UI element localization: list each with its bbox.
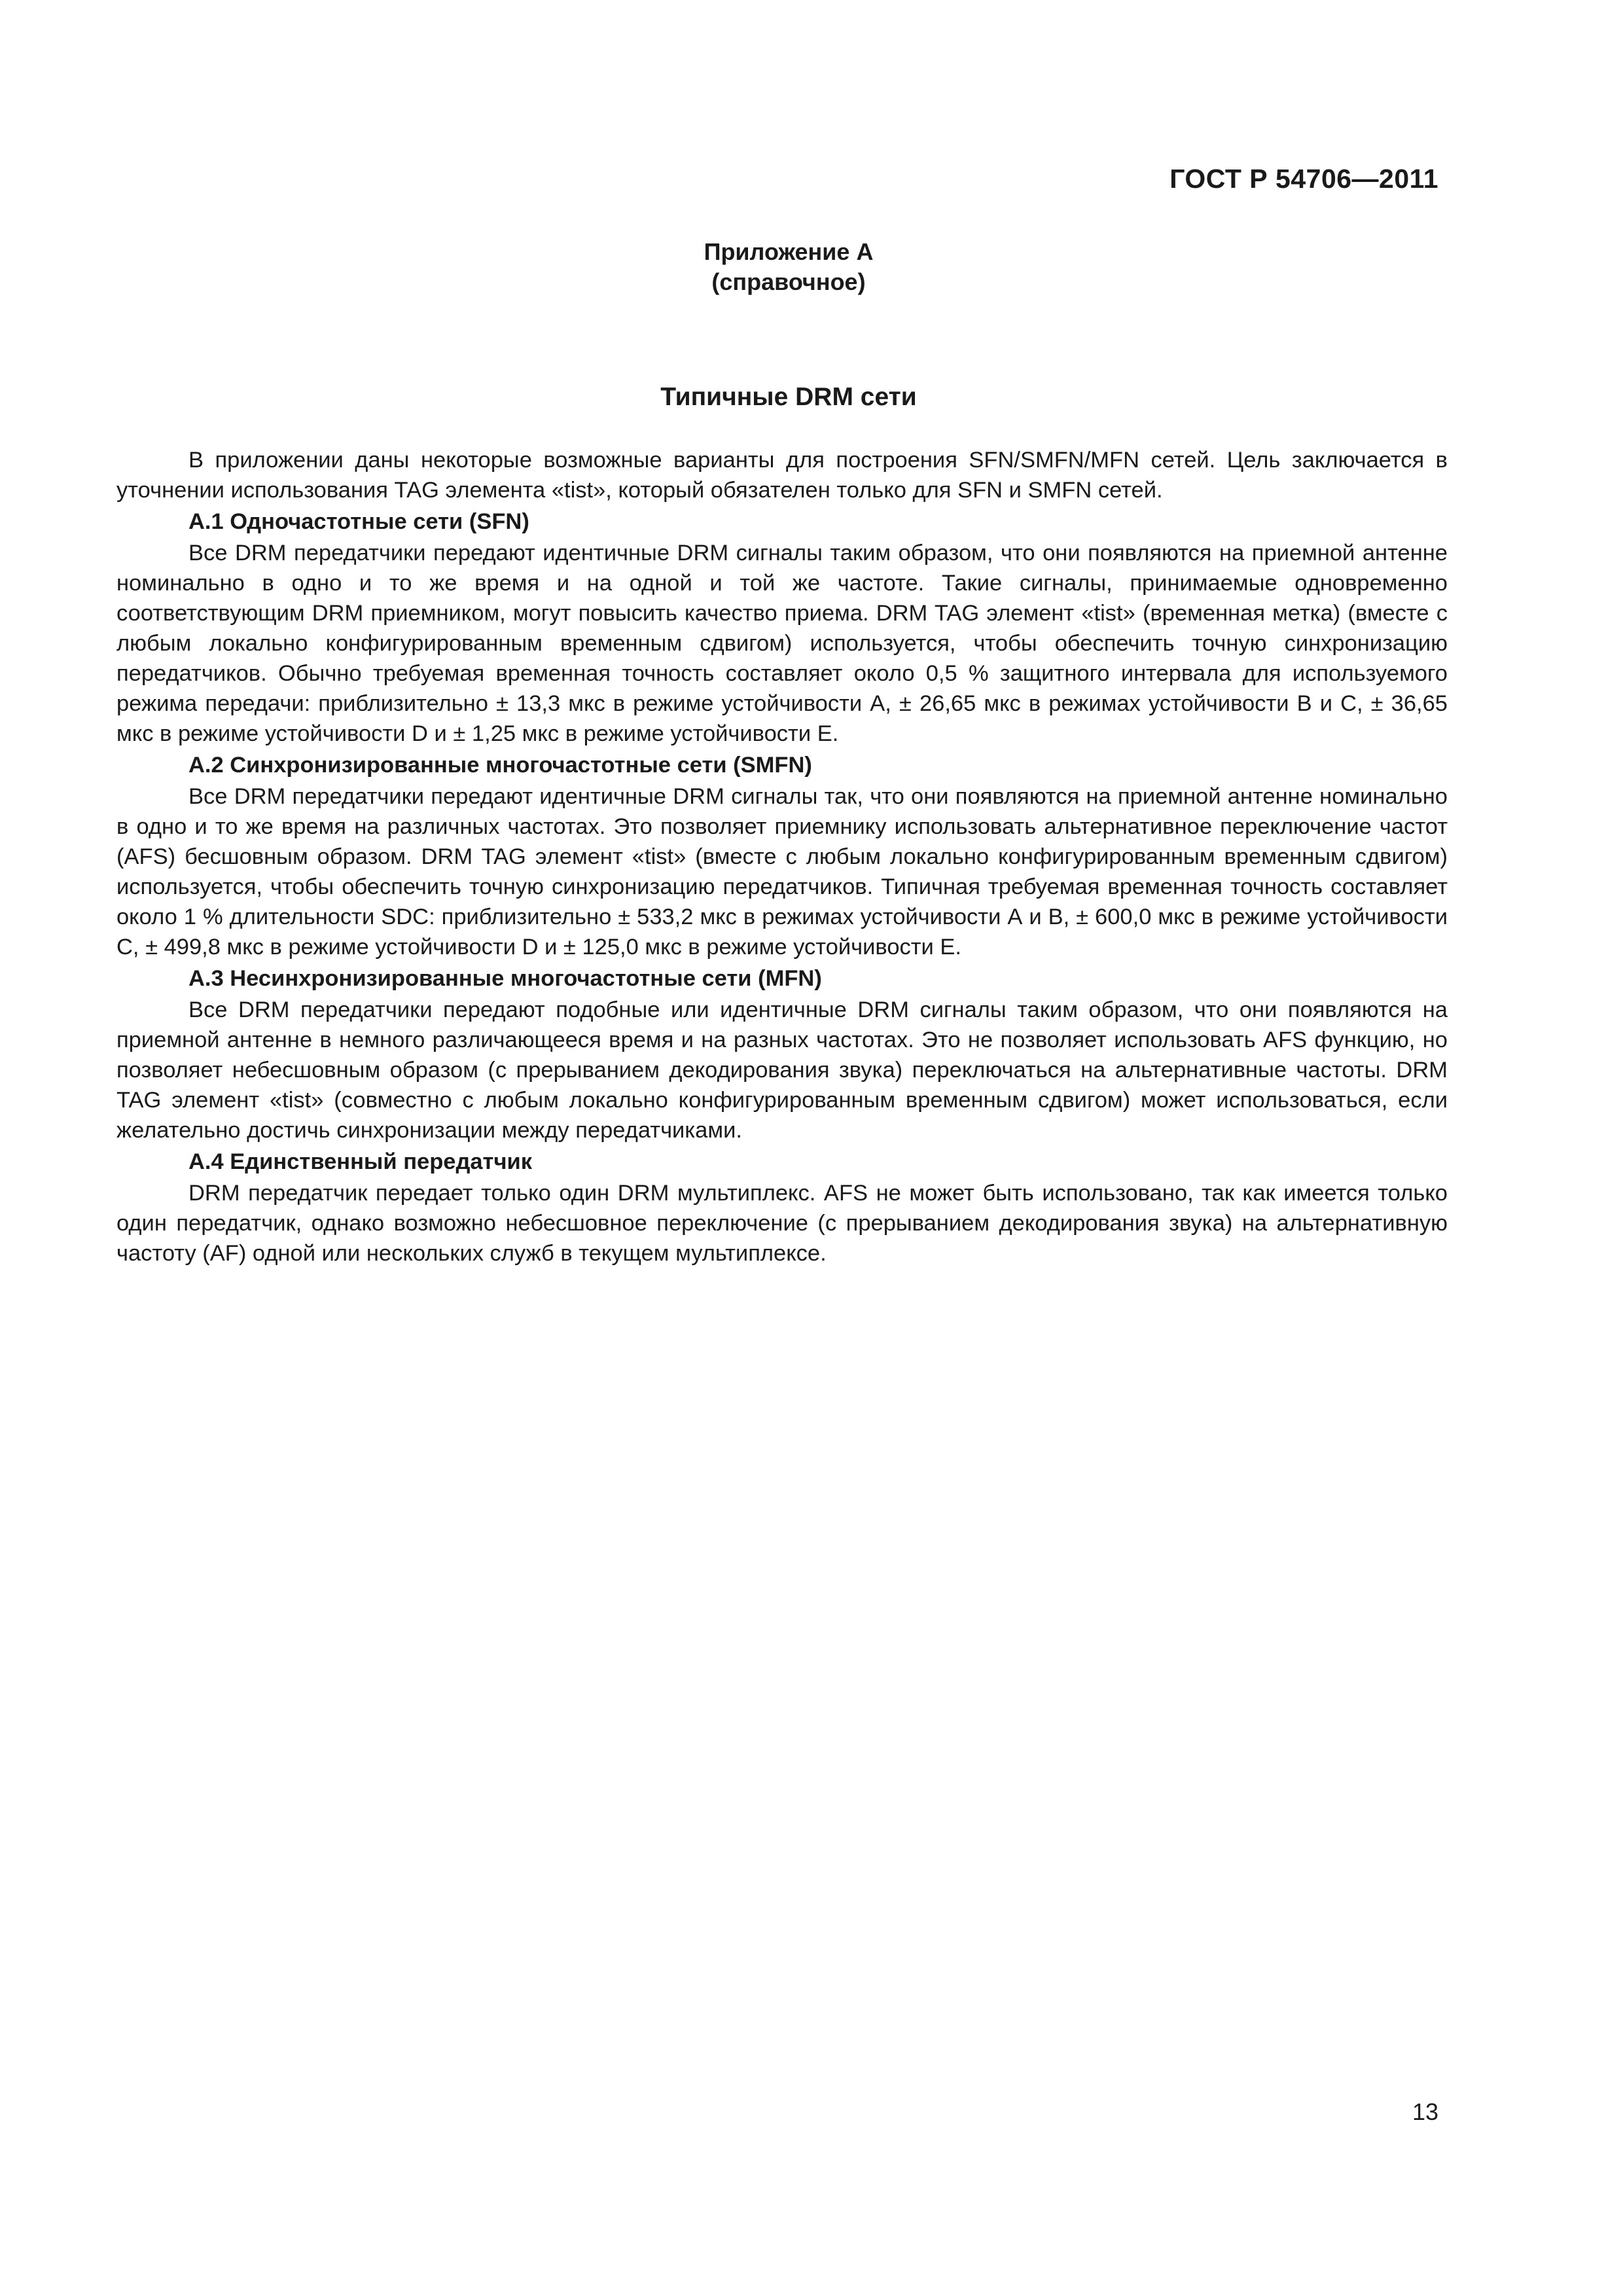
section-text-sfn: Все DRM передатчики передают идентичные DRM сигналы таким образом, что они появляются на приемной антенне номинально в одно и то же время и на одной и той же частоте. Такие сигналы, принимаемые одновременно соответствующим DRM приемником, могут повысить качество приема. DRM TAG элемент «tist» (временная метка) (вместе с любым локально конфигурированным временным сдвигом) используется, чтобы обеспечить точную синхронизацию передатчиков. Обычно требуемая временная точность составляет около 0,5 % защитного интервала для используемого режима передачи: приблизительно ± 13,3 мкс в режиме устойчивости А, ± 26,65 мкс в режимах устойчивости В и С, ± 36,65 мкс в режиме устойчивости D и ± 1,25 мкс в режиме устойчивости Е. (116, 541, 1448, 746)
section-text-single-transmitter: DRM передатчик передает только один DRM мультиплекс. AFS не может быть использовано, так как имеется только один передатчик, однако возможно небесшовное переключение (с прерыванием декодирования звука) на альтернативную частоту (AF) одной или нескольких служб в текущем мультиплексе. (116, 1181, 1448, 1266)
section-heading-mfn: А.3 Несинхронизированные многочастотные сети (MFN) (188, 966, 822, 991)
annex-label: Приложение А (704, 238, 874, 265)
section-text-smfn: Все DRM передатчики передают идентичные DRM сигналы так, что они появляются на приемной антенне номинально в одно и то же время на различных частотах. Это позволяет приемнику использовать альтернативное переключение частот (AFS) бесшовным образом. DRM TAG элемент «tist» (вместе с любым локально конфигурированным временным сдвигом) используется, чтобы обеспечить точную синхронизацию передатчиков. Типичная требуемая временная точность составляет около 1 % длительности SDC: приблизительно ± 533,2 мкс в режимах устойчивости А и В, ± 600,0 мкс в режиме устойчивости С, ± 499,8 мкс в режиме устойчивости D и ± 125,0 мкс в режиме устойчивости Е. (116, 784, 1448, 960)
document-body (116, 445, 1448, 1268)
intro-paragraph: В приложении даны некоторые возможные варианты для построения SFN/SMFN/MFN сетей. Цель заключается в уточнении использования TAG элемента «tist», который обязателен только для SFN и SMFN сетей. (116, 448, 1448, 503)
section-heading-smfn: А.2 Синхронизированные многочастотные сети (SMFN) (188, 753, 812, 778)
page-number: 13 (1412, 2098, 1438, 2125)
annex-status: (справочное) (711, 268, 866, 295)
standard-number: ГОСТ Р 54706—2011 (1169, 164, 1438, 194)
annex-heading (0, 237, 1577, 297)
section-heading-single-transmitter: А.4 Единственный передатчик (188, 1149, 532, 1174)
section-text-mfn: Все DRM передатчики передают подобные или идентичные DRM сигналы таким образом, что они появляются на приемной антенне в немного различающееся время и на разных частотах. Это не позволяет использовать AFS функцию, но позволяет небесшовным образом (с прерыванием декодирования звука) переключаться на альтернативные частоты. DRM TAG элемент «tist» (совместно с любым локально конфигурированным временным сдвигом) может использоваться, если желательно достичь синхронизации между передатчиками. (116, 997, 1448, 1143)
annex-title: Типичные DRM сети (660, 383, 917, 411)
section-heading-sfn: А.1 Одночастотные сети (SFN) (188, 509, 529, 534)
